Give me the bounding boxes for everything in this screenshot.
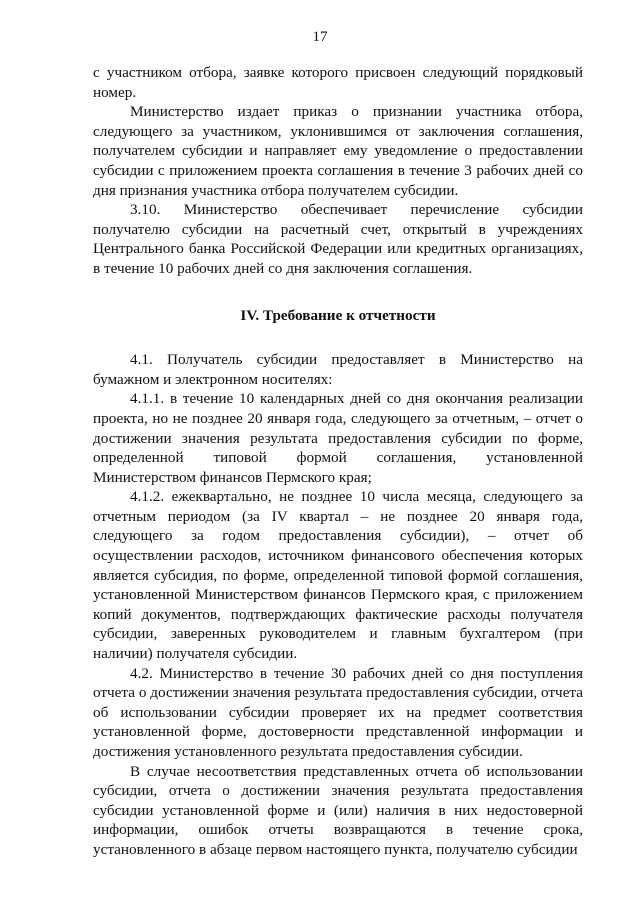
paragraph-ministry-order: Министерство издает приказ о признании участника отбора, следующего за участником, уклонившимся от заключения соглашения, получателем субсидии и направляет ему уведомление о предоставлении субсидии с приложением проекта соглашения в течение 3 рабочих дней со дня признания участника отбора получателем субсидии.	[93, 103, 583, 199]
section-heading: IV. Требование к отчетности	[240, 306, 436, 324]
paragraph-4-2: 4.2. Министерство в течение 30 рабочих дней со дня поступления отчета о достижении значения результата предоставления субсидии, отчета об использовании субсидии проверяет их на предмет соответствия установленной форме, достоверности представленной информации и достижения установленного результата предоставления субсидии.	[93, 664, 583, 760]
paragraph-3-10: 3.10. Министерство обеспечивает перечисление субсидии получателю субсидии на расчетный счет, открытый в учреждениях Центрального банка Российской Федерации или кредитных организациях, в течение 10 рабочих дней со дня заключения соглашения.	[93, 201, 583, 277]
document-body	[93, 63, 583, 860]
paragraph-4-1: 4.1. Получатель субсидии предоставляет в Министерство на бумажном и электронном носителях:	[93, 351, 583, 388]
paragraph-4-1-2: 4.1.2. ежеквартально, не позднее 10 числа месяца, следующего за отчетным периодом (за IV квартал – не позднее 20 января года, следующего за годом предоставления субсидии), – отчет об осуществлении расходов, источником финансового обеспечения которых является субсидия, по форме, определенной типовой формой соглашения, установленной Министерством финансов Пермского края, с приложением копий документов, подтверждающих фактические расходы получателя субсидии, заверенных руководителем и главным бухгалтером (при наличии) получателя субсидии.	[93, 488, 583, 663]
paragraph-nonconformity: В случае несоответствия представленных отчета об использовании субсидии, отчета о достижении значения результата предоставления субсидии установленной форме и (или) наличия в них недостоверной информации, ошибок отчеты возвращаются в течение срока, установленного в абзаце первом настоящего пункта, получателю субсидии	[93, 762, 583, 858]
paragraph-4-1-1: 4.1.1. в течение 10 календарных дней со дня окончания реализации проекта, но не позднее 20 января года, следующего за отчетным, – отчет о достижении значения результата предоставления субсидии по форме, определенной типовой формой соглашения, установленной Министерством финансов Пермского края;	[93, 390, 583, 486]
paragraph-continuation: с участником отбора, заявке которого присвоен следующий порядковый номер.	[93, 64, 583, 101]
page-number: 17	[312, 29, 328, 45]
